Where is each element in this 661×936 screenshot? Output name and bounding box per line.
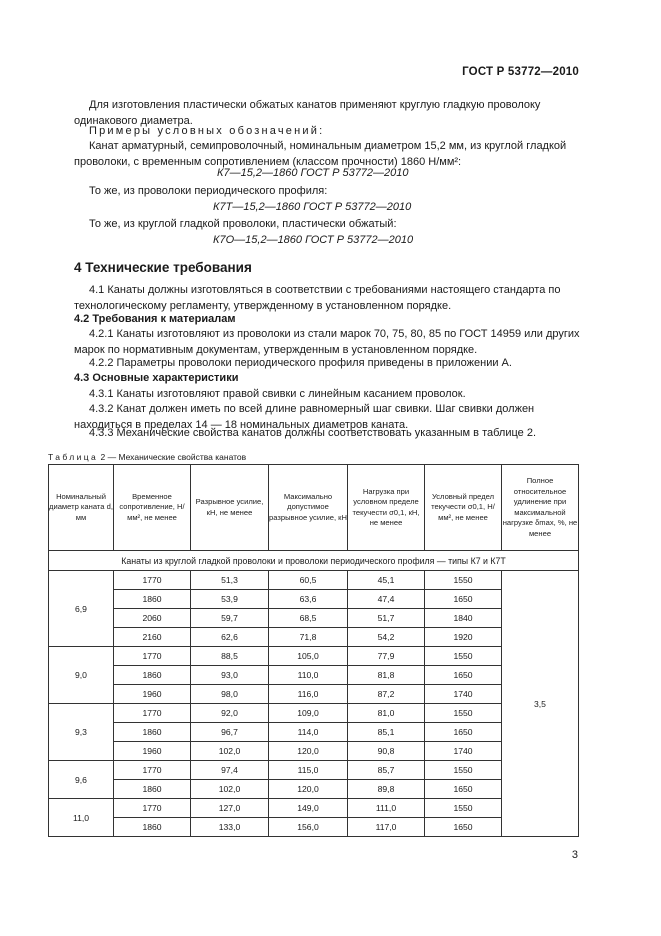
max-breaking-force-cell: 115,0	[269, 761, 348, 780]
yield-strength-cell: 1650	[425, 666, 502, 685]
examples-title: Примеры условных обозначений:	[89, 125, 325, 137]
breaking-force-cell: 98,0	[191, 685, 269, 704]
tensile-strength-cell: 1960	[114, 685, 191, 704]
elongation-cell: 3,5	[502, 571, 579, 837]
breaking-force-cell: 51,3	[191, 571, 269, 590]
subsection-4-2-title: 4.2 Требования к материалам	[74, 313, 236, 325]
breaking-force-cell: 96,7	[191, 723, 269, 742]
table-row	[49, 704, 579, 723]
example3-text: То же, из круглой гладкой проволоки, пластически обжатый:	[89, 218, 397, 230]
example2-code: К7Т—15,2—1860 ГОСТ Р 53772—2010	[213, 201, 412, 213]
yield-strength-cell: 1550	[425, 799, 502, 818]
table-group-title: Канаты из круглой гладкой проволоки и проволоки периодического профиля — типы К7 и К7Т	[49, 551, 579, 571]
yield-load-cell: 111,0	[348, 799, 425, 818]
table-row	[49, 723, 579, 742]
yield-strength-cell: 1840	[425, 609, 502, 628]
yield-load-cell: 51,7	[348, 609, 425, 628]
table-row	[49, 780, 579, 799]
diameter-cell: 9,6	[49, 761, 114, 799]
yield-load-cell: 87,2	[348, 685, 425, 704]
max-breaking-force-cell: 71,8	[269, 628, 348, 647]
max-breaking-force-cell: 63,6	[269, 590, 348, 609]
breaking-force-cell: 53,9	[191, 590, 269, 609]
diameter-cell: 6,9	[49, 571, 114, 647]
example1-text: Канат арматурный, семипроволочный, номинальным диаметром 15,2 мм, из круглой гладкой проволоки, с временным сопротивлением (классом прочности) 1860 Н/мм²:	[74, 140, 567, 168]
table-row	[49, 818, 579, 837]
diameter-cell: 9,3	[49, 704, 114, 761]
table-row	[49, 647, 579, 666]
header-total-elongation: Полное относительное удлинение при максимальной нагрузке δmax, %, не менее	[502, 465, 579, 551]
header-max-breaking-force: Максимально допустимое разрывное усилие, кН	[269, 465, 348, 551]
tensile-strength-cell: 1770	[114, 761, 191, 780]
yield-load-cell: 47,4	[348, 590, 425, 609]
table-row	[49, 628, 579, 647]
tensile-strength-cell: 1770	[114, 571, 191, 590]
paragraph-4-1: 4.1 Канаты должны изготовляться в соответствии с требованиями настоящего стандарта по технологическому регламенту, утвержденному в установленном порядке.	[74, 284, 561, 312]
tensile-strength-cell: 1960	[114, 742, 191, 761]
table-row	[49, 685, 579, 704]
breaking-force-cell: 102,0	[191, 780, 269, 799]
max-breaking-force-cell: 60,5	[269, 571, 348, 590]
yield-strength-cell: 1550	[425, 647, 502, 666]
max-breaking-force-cell: 120,0	[269, 742, 348, 761]
example1-code: К7—15,2—1860 ГОСТ Р 53772—2010	[217, 167, 409, 179]
max-breaking-force-cell: 109,0	[269, 704, 348, 723]
document-header: ГОСТ Р 53772—2010	[462, 66, 579, 78]
diameter-cell: 9,0	[49, 647, 114, 704]
yield-strength-cell: 1650	[425, 590, 502, 609]
yield-load-cell: 77,9	[348, 647, 425, 666]
yield-load-cell: 89,8	[348, 780, 425, 799]
tensile-strength-cell: 1860	[114, 666, 191, 685]
yield-load-cell: 81,0	[348, 704, 425, 723]
max-breaking-force-cell: 116,0	[269, 685, 348, 704]
yield-strength-cell: 1650	[425, 723, 502, 742]
yield-strength-cell: 1550	[425, 761, 502, 780]
diameter-cell: 11,0	[49, 799, 114, 837]
table-row	[49, 590, 579, 609]
header-yield-load: Нагрузка при условном пределе текучести σ0,1, кН, не менее	[348, 465, 425, 551]
breaking-force-cell: 133,0	[191, 818, 269, 837]
header-nominal-diameter: Номинальный диаметр каната d, мм	[49, 465, 114, 551]
yield-load-cell: 85,7	[348, 761, 425, 780]
yield-strength-cell: 1740	[425, 742, 502, 761]
paragraph-4-3-1: 4.3.1 Канаты изготовляют правой свивки с линейным касанием проволок.	[89, 388, 466, 400]
table-row	[49, 761, 579, 780]
yield-load-cell: 45,1	[348, 571, 425, 590]
table-row	[49, 571, 579, 590]
yield-load-cell: 54,2	[348, 628, 425, 647]
yield-load-cell: 90,8	[348, 742, 425, 761]
max-breaking-force-cell: 68,5	[269, 609, 348, 628]
section-title: 4 Технические требования	[74, 260, 252, 275]
header-tensile-strength: Временное сопротивление, Н/мм², не менее	[114, 465, 191, 551]
tensile-strength-cell: 2060	[114, 609, 191, 628]
tensile-strength-cell: 1770	[114, 704, 191, 723]
breaking-force-cell: 59,7	[191, 609, 269, 628]
yield-load-cell: 117,0	[348, 818, 425, 837]
yield-strength-cell: 1650	[425, 818, 502, 837]
subsection-4-3-title: 4.3 Основные характеристики	[74, 372, 239, 384]
table-row	[49, 799, 579, 818]
breaking-force-cell: 92,0	[191, 704, 269, 723]
tensile-strength-cell: 1860	[114, 723, 191, 742]
mechanical-properties-table	[48, 464, 579, 837]
tensile-strength-cell: 1770	[114, 799, 191, 818]
example2-text: То же, из проволоки периодического профиля:	[89, 185, 328, 197]
yield-strength-cell: 1650	[425, 780, 502, 799]
max-breaking-force-cell: 156,0	[269, 818, 348, 837]
tensile-strength-cell: 1770	[114, 647, 191, 666]
yield-strength-cell: 1550	[425, 704, 502, 723]
header-yield-strength: Условный предел текучести σ0,1, Н/мм², не менее	[425, 465, 502, 551]
breaking-force-cell: 97,4	[191, 761, 269, 780]
max-breaking-force-cell: 120,0	[269, 780, 348, 799]
table-row	[49, 666, 579, 685]
breaking-force-cell: 88,5	[191, 647, 269, 666]
yield-strength-cell: 1740	[425, 685, 502, 704]
breaking-force-cell: 127,0	[191, 799, 269, 818]
max-breaking-force-cell: 105,0	[269, 647, 348, 666]
max-breaking-force-cell: 114,0	[269, 723, 348, 742]
table-caption	[48, 452, 246, 462]
yield-strength-cell: 1550	[425, 571, 502, 590]
paragraph-4-3-3: 4.3.3 Механические свойства канатов должны соответствовать указанным в таблице 2.	[89, 427, 537, 439]
paragraph-4-3-2: 4.3.2 Канат должен иметь по всей длине равномерный шаг свивки. Шаг свивки должен находиться в пределах 14 — 18 номинальных диаметров каната.	[74, 403, 535, 431]
yield-load-cell: 81,8	[348, 666, 425, 685]
example3-code: К7О—15,2—1860 ГОСТ Р 53772—2010	[213, 234, 414, 246]
tensile-strength-cell: 1860	[114, 590, 191, 609]
max-breaking-force-cell: 149,0	[269, 799, 348, 818]
table-row	[49, 742, 579, 761]
intro-paragraph: Для изготовления пластически обжатых канатов применяют круглую гладкую проволоку одинакового диаметра.	[74, 99, 541, 127]
max-breaking-force-cell: 110,0	[269, 666, 348, 685]
tensile-strength-cell: 1860	[114, 818, 191, 837]
table-caption-title: 2 — Механические свойства канатов	[100, 452, 247, 462]
breaking-force-cell: 93,0	[191, 666, 269, 685]
header-breaking-force: Разрывное усилие, кН, не менее	[191, 465, 269, 551]
tensile-strength-cell: 2160	[114, 628, 191, 647]
tensile-strength-cell: 1860	[114, 780, 191, 799]
breaking-force-cell: 62,6	[191, 628, 269, 647]
yield-strength-cell: 1920	[425, 628, 502, 647]
yield-load-cell: 85,1	[348, 723, 425, 742]
page-number: 3	[571, 849, 578, 861]
breaking-force-cell: 102,0	[191, 742, 269, 761]
paragraph-4-2-2: 4.2.2 Параметры проволоки периодического профиля приведены в приложении А.	[89, 357, 512, 369]
table-row	[49, 609, 579, 628]
table-caption-word: Таблица	[48, 452, 99, 462]
paragraph-4-2-1: 4.2.1 Канаты изготовляют из проволоки из стали марок 70, 75, 80, 85 по ГОСТ 14959 или других марок по нормативным документам, утвержденным в установленном порядке.	[74, 328, 580, 356]
